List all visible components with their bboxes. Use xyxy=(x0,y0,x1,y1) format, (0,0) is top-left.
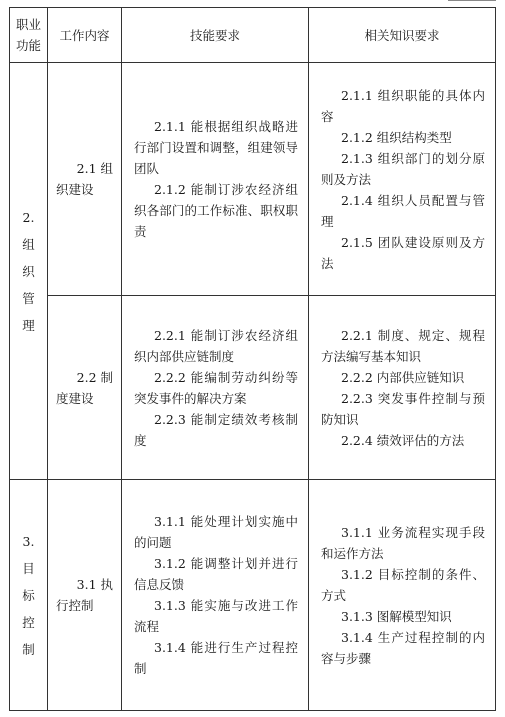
skills-cell xyxy=(122,480,309,711)
header-work-content: 工作内容 xyxy=(48,8,122,63)
knowledge-item: 2.2.2 内部供应链知识 xyxy=(341,369,465,385)
knowledge-item: 2.2.4 绩效评估的方法 xyxy=(341,432,465,448)
knowledge-item: 3.1.3 图解模型知识 xyxy=(341,608,452,624)
function-cell-organization-management xyxy=(10,63,48,480)
knowledge-cell xyxy=(309,296,496,480)
skills-cell xyxy=(122,63,309,296)
knowledge-item: 2.1.5 团队建设原则及方法 xyxy=(321,234,485,271)
knowledge-item: 2.1.2 组织结构类型 xyxy=(341,129,452,145)
knowledge-item: 2.2.1 制度、规定、规程方法编写基本知识 xyxy=(321,327,485,364)
table-row xyxy=(10,480,496,711)
table-row xyxy=(10,296,496,480)
skill-item: 3.1.1 能处理计划实施中的问题 xyxy=(134,514,298,550)
knowledge-item: 3.1.4 生产过程控制的内容与步骤 xyxy=(321,629,485,666)
work-content-label: 3.1 执 xyxy=(76,577,113,592)
header-occupational-function: 职业功能 xyxy=(10,8,48,63)
table-row xyxy=(10,63,496,296)
skill-item: 2.1.2 能制订涉农经济组织各部门的工作标准、职权职责 xyxy=(134,182,298,239)
header-skill-requirements: 技能要求 xyxy=(122,8,309,63)
work-content-cell xyxy=(48,480,122,711)
skill-item: 2.2.3 能制定绩效考核制度 xyxy=(134,411,298,448)
function-label: 2. xyxy=(22,209,35,225)
skill-item: 3.1.3 能实施与改进工作流程 xyxy=(134,598,298,634)
page-top-rule xyxy=(448,0,496,4)
knowledge-item: 3.1.1 业务流程实现手段和运作方法 xyxy=(321,524,485,561)
knowledge-item: 2.1.1 组织职能的具体内容 xyxy=(321,87,485,124)
function-label: 理 xyxy=(22,317,35,333)
skill-item: 3.1.2 能调整计划并进行信息反馈 xyxy=(134,556,298,592)
knowledge-item: 3.1.2 目标控制的条件、方式 xyxy=(321,566,485,603)
function-label: 制 xyxy=(22,641,35,657)
skill-standard-table xyxy=(9,7,496,711)
header-knowledge-requirements: 相关知识要求 xyxy=(309,8,496,63)
skill-item: 2.2.1 能制订涉农经济组织内部供应链制度 xyxy=(134,327,298,364)
skill-item: 2.1.1 能根据组织战略进行部门设置和调整，组建领导团队 xyxy=(134,119,298,176)
skills-cell xyxy=(122,296,309,480)
work-content-label: 2.1 组 xyxy=(76,161,113,176)
function-label: 目 xyxy=(22,560,35,576)
skill-item: 2.2.2 能编制劳动纠纷等突发事件的解决方案 xyxy=(134,369,298,406)
function-label: 控 xyxy=(22,614,35,630)
function-label: 管 xyxy=(22,290,35,306)
knowledge-item: 2.2.3 突发事件控制与预防知识 xyxy=(321,390,485,427)
knowledge-cell xyxy=(309,480,496,711)
function-label: 织 xyxy=(22,263,35,279)
header-row xyxy=(10,8,496,63)
knowledge-cell xyxy=(309,63,496,296)
work-content-label: 织建设 xyxy=(56,182,94,197)
work-content-label: 度建设 xyxy=(56,390,94,406)
knowledge-item: 2.1.3 组织部门的划分原则及方法 xyxy=(321,150,485,187)
function-label: 3. xyxy=(22,533,35,549)
knowledge-item: 2.1.4 组织人员配置与管理 xyxy=(321,192,485,229)
work-content-label: 2.2 制 xyxy=(76,369,113,385)
function-label: 组 xyxy=(22,236,35,252)
skill-item: 3.1.4 能进行生产过程控制 xyxy=(134,640,298,676)
function-cell-goal-control xyxy=(10,480,48,711)
work-content-label: 行控制 xyxy=(56,598,94,613)
function-label: 标 xyxy=(22,587,35,603)
work-content-cell xyxy=(48,63,122,296)
work-content-cell xyxy=(48,296,122,480)
